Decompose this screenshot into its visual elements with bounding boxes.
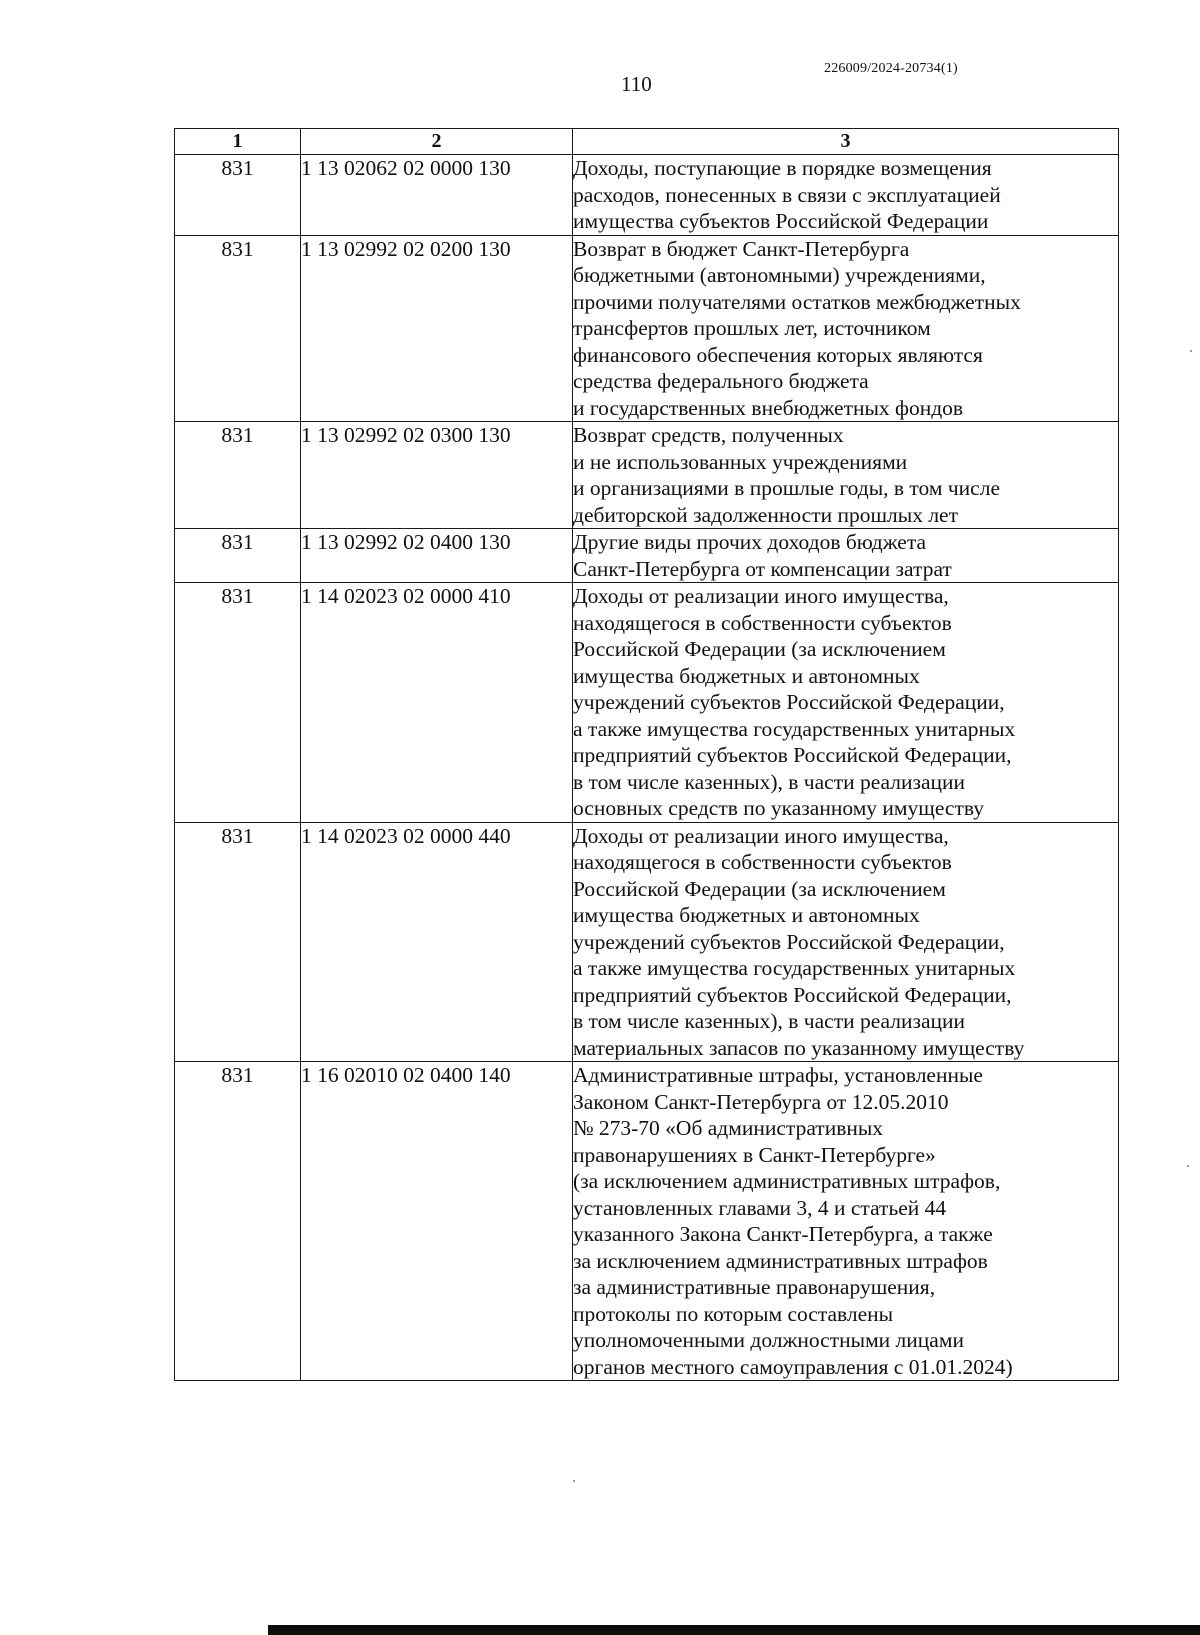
description-line: Российской Федерации (за исключением <box>573 876 946 901</box>
description-line: находящегося в собственности субъектов <box>573 850 952 874</box>
description-line: Другие виды прочих доходов бюджета <box>573 530 927 554</box>
description-line: прочими получателями остатков межбюджетных <box>573 289 1021 314</box>
revenue-codes-table <box>174 128 1119 1381</box>
column-header-2: 2 <box>301 129 573 155</box>
table-row <box>175 235 1119 422</box>
description-line: за исключением административных штрафов <box>573 1248 988 1273</box>
description-line: Возврат средств, полученных <box>573 423 844 447</box>
description-line: и государственных внебюджетных фондов <box>573 395 964 420</box>
scan-speck <box>573 1480 575 1482</box>
administrator-code-cell: 831 <box>175 1062 301 1381</box>
description-line: за административные правонарушения, <box>573 1275 936 1299</box>
description-line: а также имущества государственных унитарных <box>573 956 1016 980</box>
revenue-description-cell <box>573 235 1119 422</box>
description-line: указанного Закона Санкт-Петербурга, а также <box>573 1222 993 1246</box>
page-number: 110 <box>621 72 652 96</box>
description-line: (за исключением административных штрафов, <box>573 1169 1001 1193</box>
description-line: Российской Федерации (за исключением <box>573 637 946 661</box>
description-line: Санкт-Петербурга от компенсации затрат <box>573 556 952 581</box>
description-line: Возврат в бюджет Санкт-Петербурга <box>573 236 910 261</box>
description-line: предприятий субъектов Российской Федерации, <box>573 982 1012 1007</box>
table-row <box>175 583 1119 823</box>
budget-classification-code-cell: 1 14 02023 02 0000 440 <box>301 822 573 1062</box>
administrator-code-cell: 831 <box>175 583 301 823</box>
description-line: Законом Санкт-Петербурга от 12.05.2010 <box>573 1089 949 1114</box>
description-line: бюджетными (автономными) учреждениями, <box>573 263 986 287</box>
description-line: основных средств по указанному имуществу <box>573 796 985 820</box>
description-line: учреждений субъектов Российской Федерации, <box>573 690 1005 714</box>
revenue-description-cell <box>573 155 1119 236</box>
budget-classification-code-cell: 1 16 02010 02 0400 140 <box>301 1062 573 1381</box>
description-line: дебиторской задолженности прошлых лет <box>573 502 958 527</box>
description-line: уполномоченными должностными лицами <box>573 1328 964 1352</box>
description-line: имущества бюджетных и автономных <box>573 663 920 688</box>
scan-speck <box>1190 350 1192 352</box>
revenue-description-cell <box>573 1062 1119 1381</box>
description-line: в том числе казенных), в части реализации <box>573 769 966 794</box>
table-row <box>175 822 1119 1062</box>
description-line: органов местного самоуправления с 01.01.2024) <box>573 1354 1013 1379</box>
administrator-code-cell: 831 <box>175 155 301 236</box>
description-line: материальных запасов по указанному имуществу <box>573 1035 1025 1060</box>
table-header-row <box>175 129 1119 155</box>
description-line: средства федерального бюджета <box>573 369 869 393</box>
revenue-description-cell <box>573 822 1119 1062</box>
budget-classification-code-cell: 1 13 02062 02 0000 130 <box>301 155 573 236</box>
table-row <box>175 155 1119 236</box>
description-line: финансового обеспечения которых являются <box>573 342 983 367</box>
description-line: установленных главами 3, 4 и статьей 44 <box>573 1195 947 1220</box>
administrator-code-cell: 831 <box>175 235 301 422</box>
description-line: Доходы от реализации иного имущества, <box>573 823 949 848</box>
description-line: находящегося в собственности субъектов <box>573 610 952 635</box>
description-line: предприятий субъектов Российской Федерации, <box>573 743 1012 767</box>
budget-classification-code-cell: 1 13 02992 02 0400 130 <box>301 529 573 583</box>
description-line: Административные штрафы, установленные <box>573 1063 983 1087</box>
scan-edge-line <box>268 1625 1200 1635</box>
table-row <box>175 1062 1119 1381</box>
budget-classification-code-cell: 1 13 02992 02 0200 130 <box>301 235 573 422</box>
description-line: № 273-70 «Об административных <box>573 1116 884 1140</box>
description-line: расходов, понесенных в связи с эксплуатацией <box>573 182 1001 207</box>
revenue-description-cell <box>573 422 1119 529</box>
description-line: в том числе казенных), в части реализации <box>573 1009 966 1033</box>
scan-speck <box>1187 1165 1189 1167</box>
column-header-3: 3 <box>573 129 1119 155</box>
description-line: имущества субъектов Российской Федерации <box>573 209 989 233</box>
table-row <box>175 422 1119 529</box>
table-body <box>175 155 1119 1381</box>
description-line: Доходы от реализации иного имущества, <box>573 584 949 608</box>
revenue-description-cell <box>573 529 1119 583</box>
table-row <box>175 529 1119 583</box>
revenue-description-cell <box>573 583 1119 823</box>
description-line: имущества бюджетных и автономных <box>573 903 920 927</box>
description-line: протоколы по которым составлены <box>573 1301 894 1326</box>
administrator-code-cell: 831 <box>175 529 301 583</box>
description-line: правонарушениях в Санкт-Петербурге» <box>573 1142 936 1167</box>
description-line: и организациями в прошлые годы, в том числе <box>573 476 1000 500</box>
budget-classification-code-cell: 1 13 02992 02 0300 130 <box>301 422 573 529</box>
description-line: учреждений субъектов Российской Федерации, <box>573 929 1005 954</box>
description-line: трансфертов прошлых лет, источником <box>573 316 931 340</box>
administrator-code-cell: 831 <box>175 822 301 1062</box>
description-line: а также имущества государственных унитарных <box>573 716 1016 741</box>
column-header-1: 1 <box>175 129 301 155</box>
administrator-code-cell: 831 <box>175 422 301 529</box>
description-line: и не использованных учреждениями <box>573 449 908 474</box>
document-registration-number: 226009/2024-20734(1) <box>824 61 958 76</box>
description-line: Доходы, поступающие в порядке возмещения <box>573 156 992 180</box>
budget-classification-code-cell: 1 14 02023 02 0000 410 <box>301 583 573 823</box>
